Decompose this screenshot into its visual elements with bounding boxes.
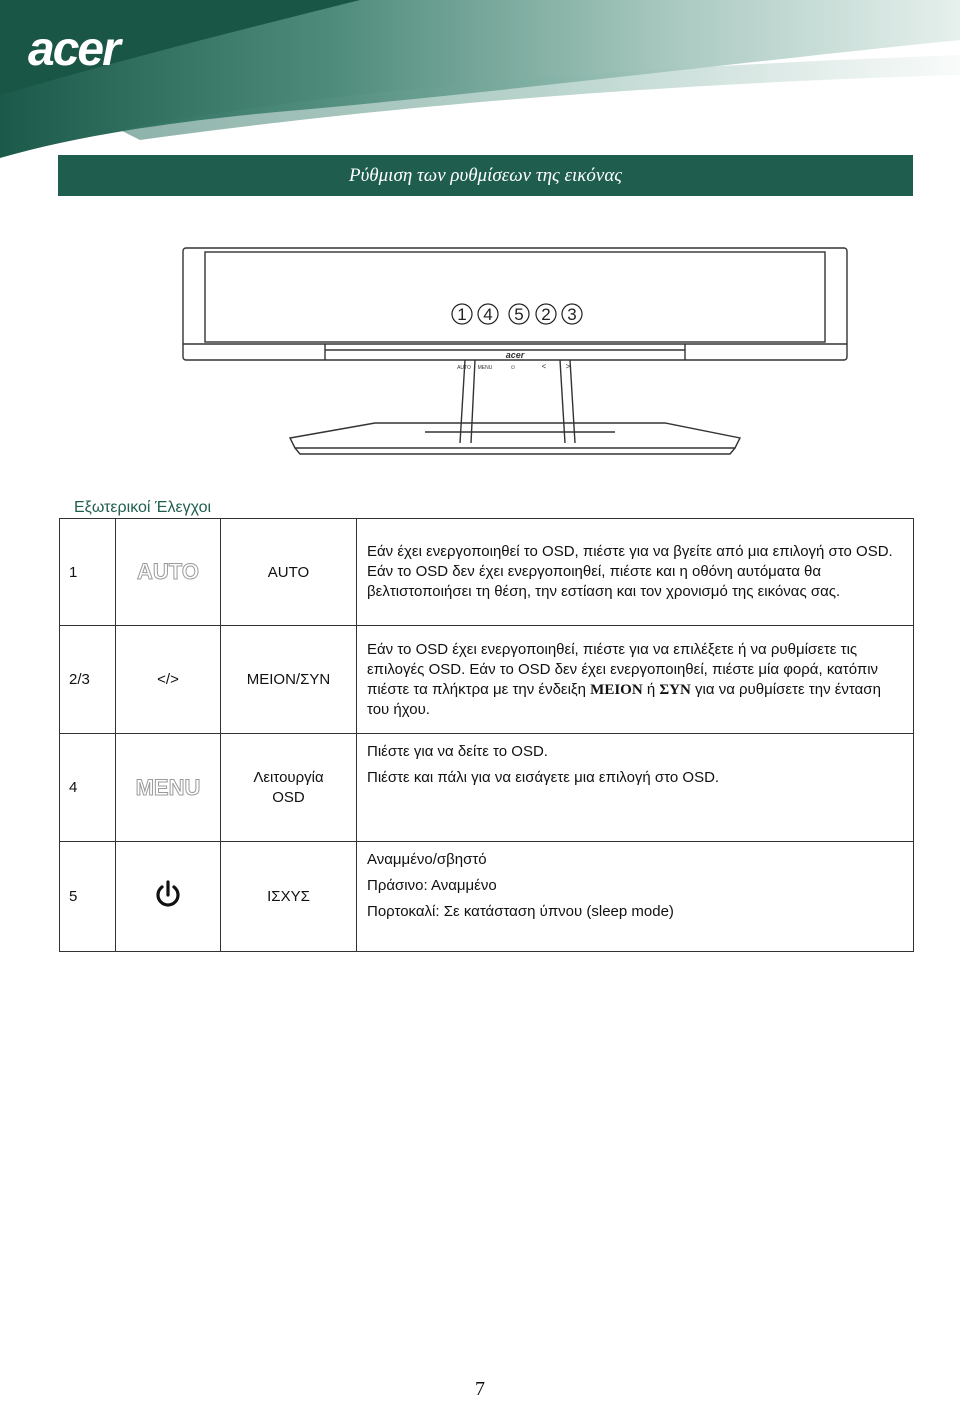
description-line: Πράσινο: Αναμμένο <box>367 877 497 894</box>
row-number: 1 <box>60 519 116 626</box>
bezel-label-auto: AUTO <box>457 365 471 371</box>
header-swoosh <box>0 0 960 160</box>
control-name: ΜΕΙΟΝ/ΣΥΝ <box>221 626 357 734</box>
menu-button-icon <box>116 734 221 842</box>
acer-logo: acer <box>28 23 119 76</box>
page-number: 7 <box>475 1378 485 1400</box>
control-description <box>357 734 914 842</box>
description-plus: ΣΥΝ <box>659 681 691 698</box>
control-description <box>357 842 914 952</box>
control-name: ΙΣΧΥΣ <box>221 842 357 952</box>
control-name: AUTO <box>221 519 357 626</box>
description-line: Πορτοκαλί: Σε κατάσταση ύπνου (sleep mode) <box>367 903 674 920</box>
table-row <box>60 734 914 842</box>
monitor-drawing <box>175 238 865 463</box>
description-or: ή <box>646 680 656 698</box>
row-number: 4 <box>60 734 116 842</box>
description-line: Αναμμένο/σβηστό <box>367 851 487 868</box>
power-button-cell <box>116 842 221 952</box>
bezel-label-plus: > <box>565 362 571 371</box>
callout-4: 4 <box>483 305 493 324</box>
description-line: Πιέστε και πάλι για να εισάγετε μια επιλογή στο OSD. <box>367 769 720 786</box>
bezel-label-power: ⏻ <box>511 365 515 371</box>
section-label: Εξωτερικοί Έλεγχοι <box>74 499 212 516</box>
callout-2: 2 <box>541 305 551 324</box>
control-description <box>357 626 914 734</box>
control-description: Εάν έχει ενεργοποιηθεί το OSD, πιέστε για να βγείτε από μια επιλογή στο OSD. Εάν το OSD δεν έχει ενεργοποιηθεί, πιέστε και η οθόνη αυτόματα θα βελτιστοποιήσει τη θέση, την εστίαση και τον χρονισμό της εικόνας σας. <box>357 519 914 626</box>
monitor-illustration <box>175 238 865 463</box>
bezel-logo: acer <box>505 350 525 360</box>
description-tail: για να ρυθμίσετε την ένταση του ήχου. <box>367 680 881 718</box>
bezel-label-menu: MENU <box>477 365 493 371</box>
power-icon <box>153 879 183 911</box>
controls-table <box>59 518 914 952</box>
row-number: 5 <box>60 842 116 952</box>
table-row <box>60 626 914 734</box>
page-title-bar <box>58 155 913 196</box>
auto-button-icon <box>116 519 221 626</box>
callout-3: 3 <box>567 305 577 324</box>
callout-5: 5 <box>514 305 524 324</box>
description-minus: ΜΕΙΟΝ <box>590 681 643 698</box>
row-number: 2/3 <box>60 626 116 734</box>
menu-icon-text: MENU <box>135 774 201 800</box>
table-row <box>60 519 914 626</box>
minus-plus-icon: </> <box>116 626 221 734</box>
bezel-label-minus: < <box>541 362 547 371</box>
table-row <box>60 842 914 952</box>
page-title: Ρύθμιση των ρυθμίσεων της εικόνας <box>348 164 623 186</box>
description-line: Πιέστε για να δείτε το OSD. <box>367 743 548 760</box>
description-text: Εάν το OSD έχει ενεργοποιηθεί, πιέστε για να επιλέξετε ή να ρυθμίσετε τις επιλογές OSD. Εάν το OSD δεν έχει ενεργοποιηθεί, πιέστε μία φορά, κατόπιν πιέστε τα πλήκτρα με την ένδειξη <box>367 640 879 698</box>
header-band <box>0 0 960 160</box>
callout-1: 1 <box>457 305 467 324</box>
control-name: Λειτουργία OSD <box>221 734 357 842</box>
auto-icon-text: AUTO <box>137 559 199 584</box>
